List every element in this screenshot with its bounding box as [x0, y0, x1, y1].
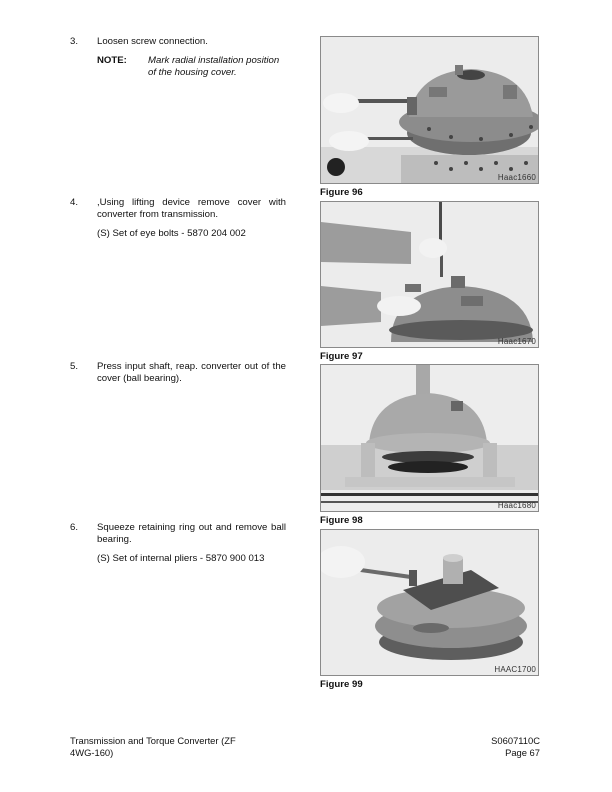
footer-title-line-1: Transmission and Torque Converter (ZF — [70, 735, 236, 746]
photo-id: Haac1680 — [497, 501, 536, 510]
step-text: Loosen screw connection. — [97, 36, 208, 47]
figure-99 — [320, 529, 539, 690]
press-converter-photo-icon — [321, 365, 538, 511]
special-tool: (S) Set of internal pliers - 5870 900 013 — [97, 553, 265, 564]
figure-photo — [320, 36, 539, 184]
step-text: Press input shaft, reap. converter out of the cover (ball bearing). — [97, 361, 286, 384]
step-3 — [70, 36, 286, 79]
step-number: 6. — [70, 522, 79, 533]
step-text: Squeeze retaining ring out and remove ball bearing. — [97, 522, 286, 545]
figure-caption: Figure 99 — [320, 679, 363, 690]
footer-page-info — [491, 735, 540, 758]
note — [97, 55, 286, 79]
figure-caption: Figure 97 — [320, 351, 363, 362]
lifting-eye-bolt-photo-icon — [321, 202, 538, 347]
figure-photo — [320, 529, 539, 676]
figure-caption: Figure 96 — [320, 187, 363, 198]
step-number: 4. — [70, 197, 79, 208]
step-number: 5. — [70, 361, 79, 372]
ball-bearing-removal-photo-icon — [321, 530, 538, 675]
note-text: Mark radial installation position of the housing cover. — [148, 55, 280, 78]
figure-photo — [320, 364, 539, 512]
photo-id: Haac1660 — [497, 173, 536, 182]
converter-housing-photo-icon — [321, 37, 538, 183]
photo-id: HAAC1700 — [494, 665, 536, 674]
step-text: ,Using lifting device remove cover with converter from transmission. — [97, 197, 286, 220]
figure-98 — [320, 364, 539, 526]
note-label: NOTE: — [97, 55, 127, 66]
figure-caption: Figure 98 — [320, 515, 363, 526]
footer-title — [70, 735, 300, 758]
step-4 — [70, 197, 286, 240]
figure-photo — [320, 201, 539, 348]
figure-97 — [320, 201, 539, 362]
photo-id: Haac1670 — [497, 337, 536, 346]
step-5 — [70, 361, 286, 385]
special-tool: (S) Set of eye bolts - 5870 204 002 — [97, 228, 246, 239]
document-code: S0607110C — [491, 735, 540, 746]
figure-96 — [320, 36, 539, 198]
page-number: Page 67 — [505, 746, 540, 758]
step-6 — [70, 522, 286, 565]
footer-title-line-2: 4WG-160) — [70, 746, 114, 758]
step-number: 3. — [70, 36, 79, 47]
